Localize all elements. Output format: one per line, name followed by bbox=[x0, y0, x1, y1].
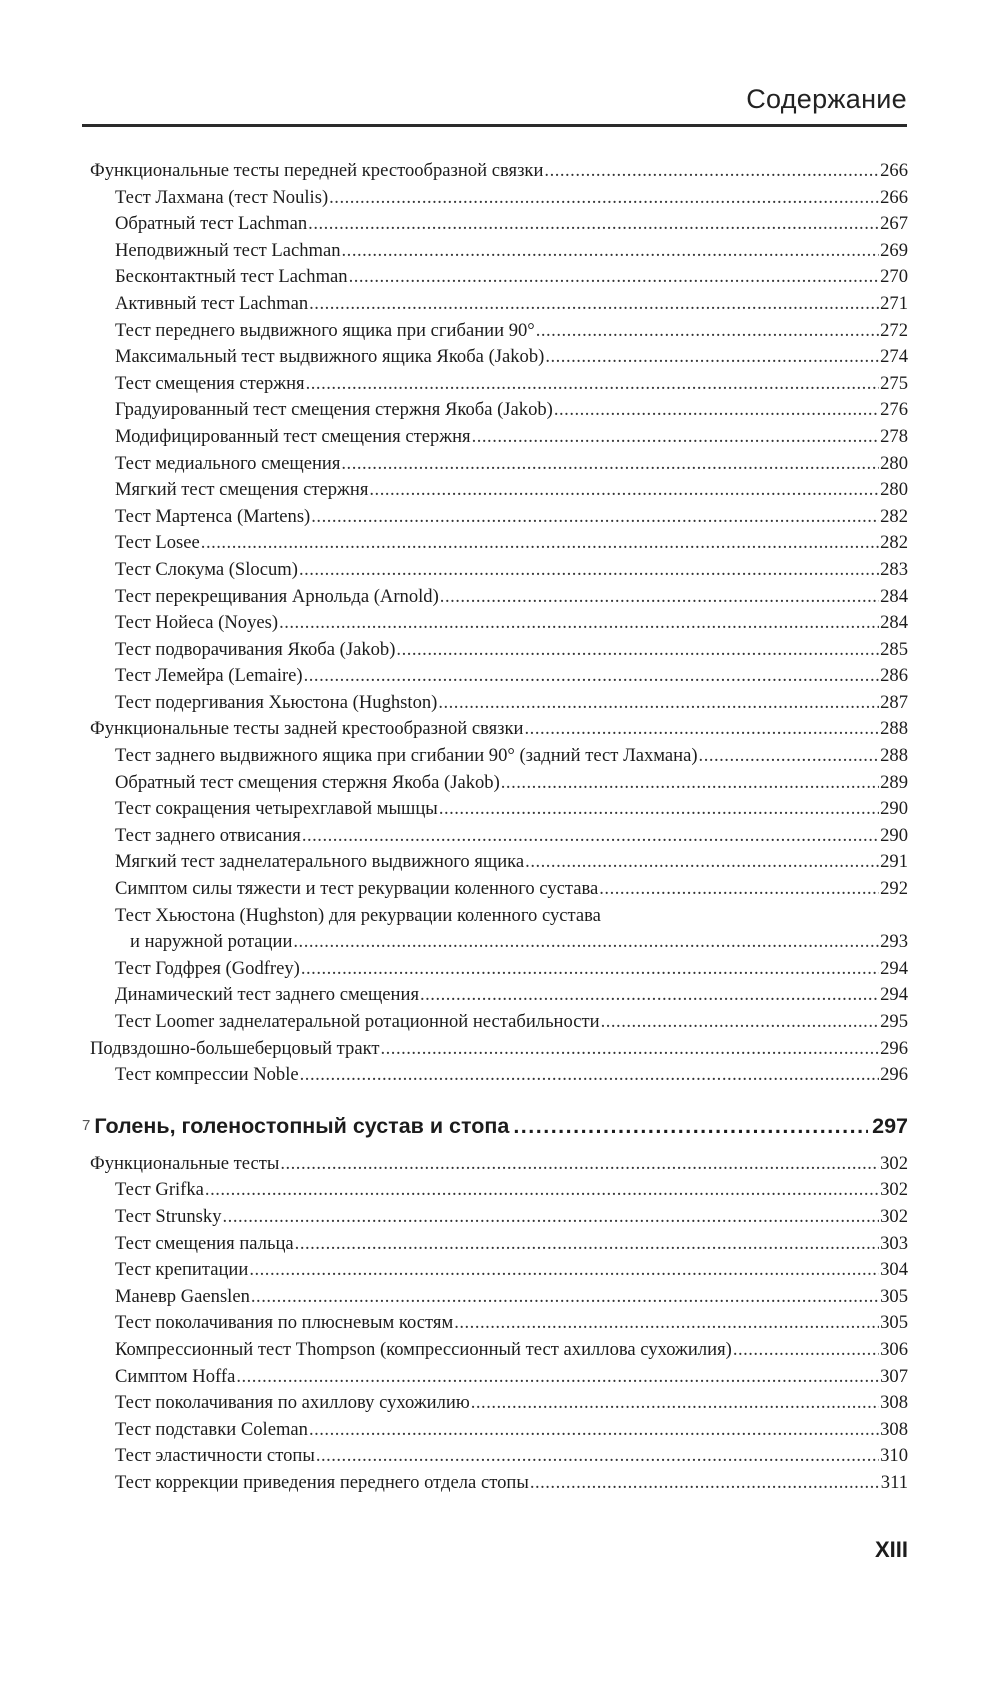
toc-entry[interactable] bbox=[0, 185, 1000, 212]
toc-entry[interactable] bbox=[0, 823, 1000, 850]
toc-entry[interactable] bbox=[0, 1443, 1000, 1470]
toc-entry-title: Тест Loomer заднелатеральной ротационной нестабильности bbox=[115, 1011, 600, 1032]
toc-entry[interactable] bbox=[0, 982, 1000, 1009]
toc-section-heading[interactable] bbox=[0, 1036, 1000, 1063]
dot-leader bbox=[308, 211, 879, 238]
toc-entry-title: Тест Grifka bbox=[115, 1179, 204, 1201]
toc-entry-page: 292 bbox=[880, 878, 908, 900]
toc-entry[interactable] bbox=[0, 1009, 1000, 1036]
toc-entry[interactable] bbox=[0, 610, 1000, 637]
dot-leader bbox=[554, 397, 879, 424]
toc-entry-title: Тест крепитации bbox=[115, 1259, 249, 1281]
dot-leader bbox=[545, 344, 879, 371]
toc-entry-title: Тест медиального смещения bbox=[115, 452, 341, 474]
toc-entry-title: Тест подставки Coleman bbox=[115, 1418, 308, 1440]
toc-entry[interactable] bbox=[0, 1204, 1000, 1231]
dot-leader bbox=[369, 477, 879, 504]
dot-leader bbox=[302, 823, 879, 850]
toc-entry-title: Обратный тест Lachman bbox=[115, 213, 308, 235]
toc-entry-title: Градуированный тест смещения стержня Якоба (Jakob) bbox=[115, 399, 553, 421]
toc-section-heading[interactable] bbox=[0, 158, 1000, 185]
toc-entry-page: 275 bbox=[880, 372, 908, 394]
dot-leader bbox=[329, 185, 879, 212]
toc-entry-title: Тест сокращения четырехглавой мышцы bbox=[115, 798, 438, 820]
toc-entry[interactable] bbox=[0, 1310, 1000, 1337]
dot-leader bbox=[309, 291, 879, 318]
toc-entry-page: 302 bbox=[880, 1205, 908, 1227]
dot-leader bbox=[249, 1257, 879, 1284]
page-header-title: Содержание bbox=[746, 84, 907, 114]
toc-entry-title: Маневр Gaenslen bbox=[115, 1285, 250, 1307]
dot-leader bbox=[439, 796, 879, 823]
chapter-page: 297 bbox=[872, 1113, 908, 1138]
dot-leader bbox=[236, 1364, 879, 1391]
toc-entry[interactable] bbox=[0, 743, 1000, 770]
toc-entry-title: Тест Лемейра (Lemaire) bbox=[115, 665, 303, 687]
dot-leader bbox=[349, 264, 880, 291]
toc-entry-title: Модифицированный тест смещения стержня bbox=[115, 425, 471, 447]
table-of-contents bbox=[0, 158, 1000, 1497]
toc-entry-page: 294 bbox=[880, 984, 908, 1006]
toc-entry-page: 289 bbox=[880, 771, 908, 793]
toc-entry-title: Мягкий тест смещения стержня bbox=[115, 479, 369, 501]
toc-entry-page: 266 bbox=[880, 160, 908, 181]
dot-leader bbox=[316, 1443, 879, 1470]
toc-entry[interactable] bbox=[0, 291, 1000, 318]
toc-entry-page: 269 bbox=[880, 239, 908, 261]
toc-entry-title: Бесконтактный тест Lachman bbox=[115, 266, 348, 288]
page-number-folio: XIII bbox=[874, 1537, 908, 1562]
toc-entry-title: Тест перекрещивания Арнольда (Arnold) bbox=[115, 585, 439, 607]
toc-entry-page: 305 bbox=[880, 1312, 908, 1334]
toc-entry[interactable] bbox=[0, 344, 1000, 371]
toc-entry-title: Тест Losee bbox=[115, 532, 200, 554]
dot-leader bbox=[699, 743, 880, 770]
toc-entry-title-line1: Тест Хьюстона (Hughston) для рекурвации коленного сустава bbox=[115, 904, 601, 926]
dot-leader bbox=[300, 1062, 879, 1089]
toc-entry-page: 308 bbox=[880, 1392, 908, 1414]
dot-leader bbox=[251, 1284, 879, 1311]
toc-entry-page: 283 bbox=[880, 558, 908, 580]
toc-entry-page: 291 bbox=[880, 851, 908, 873]
toc-entry[interactable] bbox=[0, 637, 1000, 664]
dot-leader bbox=[304, 663, 879, 690]
toc-entry[interactable] bbox=[0, 770, 1000, 797]
toc-section-heading[interactable] bbox=[0, 1151, 1000, 1178]
toc-entry[interactable] bbox=[0, 557, 1000, 584]
toc-entry-page: 303 bbox=[880, 1232, 908, 1254]
toc-entry-page: 296 bbox=[880, 1037, 908, 1059]
toc-entry-title: Тест Годфрея (Godfrey) bbox=[115, 957, 300, 979]
toc-entry-title: Тест эластичности стопы bbox=[115, 1445, 315, 1467]
toc-entry[interactable] bbox=[0, 530, 1000, 557]
toc-entry-page: 266 bbox=[880, 186, 908, 208]
toc-entry[interactable] bbox=[0, 211, 1000, 238]
toc-entry-page: 295 bbox=[880, 1011, 908, 1032]
toc-entry-page: 310 bbox=[880, 1445, 908, 1467]
toc-entry[interactable] bbox=[0, 584, 1000, 611]
dot-leader bbox=[381, 1036, 880, 1063]
toc-entry[interactable] bbox=[0, 504, 1000, 531]
toc-entry-page: 287 bbox=[880, 691, 908, 713]
toc-entry-page: 282 bbox=[880, 532, 908, 554]
dot-leader bbox=[513, 1109, 868, 1143]
toc-section-c bbox=[0, 1151, 1000, 1497]
dot-leader bbox=[299, 557, 879, 584]
toc-entry-title: Тест заднего отвисания bbox=[115, 824, 301, 846]
toc-entry-page: 290 bbox=[880, 798, 908, 820]
toc-entry-page: 288 bbox=[880, 718, 908, 740]
toc-entry-title: Активный тест Lachman bbox=[115, 292, 309, 314]
toc-entry-multiline[interactable] bbox=[0, 903, 1000, 930]
dot-leader bbox=[530, 1470, 880, 1497]
dot-leader bbox=[420, 982, 879, 1009]
dot-leader bbox=[306, 371, 879, 398]
toc-entry-title: Тест заднего выдвижного ящика при сгибании 90° (задний тест Лахмана) bbox=[115, 745, 698, 767]
toc-entry-title: Тест Мартенса (Martens) bbox=[115, 505, 311, 527]
toc-entry-title: Максимальный тест выдвижного ящика Якоба (Jakob) bbox=[115, 346, 545, 368]
toc-entry-page: 267 bbox=[880, 213, 908, 235]
toc-entry[interactable] bbox=[0, 1390, 1000, 1417]
toc-entry-page: 284 bbox=[880, 612, 908, 634]
dot-leader bbox=[601, 1009, 880, 1036]
toc-entry-title: Тест коррекции приведения переднего отдела стопы bbox=[115, 1471, 529, 1493]
toc-section-heading[interactable] bbox=[0, 716, 1000, 743]
toc-entry-title: Неподвижный тест Lachman bbox=[115, 239, 341, 261]
toc-entry-page: 278 bbox=[880, 425, 908, 447]
toc-entry-title: Мягкий тест заднелатерального выдвижного ящика bbox=[115, 851, 525, 873]
toc-entry-title: Симптом Hoffa bbox=[115, 1365, 236, 1387]
toc-entry-page: 294 bbox=[880, 957, 908, 979]
header-rule bbox=[82, 124, 907, 127]
chapter-heading[interactable] bbox=[0, 1109, 1000, 1143]
dot-leader bbox=[341, 451, 879, 478]
dot-leader bbox=[396, 637, 879, 664]
toc-entry-title: Тест Нойеса (Noyes) bbox=[115, 612, 279, 634]
toc-entry-page: 290 bbox=[880, 824, 908, 846]
toc-entry[interactable] bbox=[0, 1231, 1000, 1258]
dot-leader bbox=[454, 1310, 879, 1337]
toc-entry-multiline-cont[interactable] bbox=[0, 929, 1000, 956]
dot-leader bbox=[438, 690, 879, 717]
toc-entry-title-line2: и наружной ротации bbox=[130, 931, 293, 953]
toc-section-b bbox=[0, 956, 1000, 1089]
chapter-title: Голень, голеностопный сустав и стопа bbox=[94, 1113, 510, 1138]
dot-leader bbox=[733, 1337, 879, 1364]
toc-entry-title: Тест компрессии Noble bbox=[115, 1064, 299, 1086]
dot-leader bbox=[295, 1231, 879, 1258]
toc-entry[interactable] bbox=[0, 1257, 1000, 1284]
toc-entry-page: 274 bbox=[880, 346, 908, 368]
dot-leader bbox=[223, 1204, 880, 1231]
toc-entry[interactable] bbox=[0, 451, 1000, 478]
toc-entry[interactable] bbox=[0, 849, 1000, 876]
toc-entry[interactable] bbox=[0, 1364, 1000, 1391]
toc-entry-title: Функциональные тесты bbox=[90, 1152, 280, 1174]
toc-entry-title: Тест смещения пальца bbox=[115, 1232, 294, 1254]
toc-entry-title: Тест подворачивания Якоба (Jakob) bbox=[115, 638, 396, 660]
toc-entry-page: 306 bbox=[880, 1338, 908, 1360]
toc-entry[interactable] bbox=[0, 690, 1000, 717]
toc-entry-title: Тест поколачивания по плюсневым костям bbox=[115, 1312, 454, 1334]
toc-entry-title: Компрессионный тест Thompson (компрессионный тест ахиллова сухожилия) bbox=[115, 1338, 732, 1360]
toc-entry-title: Тест смещения стержня bbox=[115, 372, 305, 394]
toc-entry[interactable] bbox=[0, 477, 1000, 504]
toc-entry-page: 302 bbox=[880, 1179, 908, 1201]
toc-entry[interactable] bbox=[0, 956, 1000, 983]
toc-entry-title: Динамический тест заднего смещения bbox=[115, 984, 419, 1006]
toc-entry[interactable] bbox=[0, 1062, 1000, 1089]
toc-entry-page: 305 bbox=[880, 1285, 908, 1307]
toc-entry[interactable] bbox=[0, 1177, 1000, 1204]
toc-entry[interactable] bbox=[0, 1470, 1000, 1497]
dot-leader bbox=[280, 1151, 879, 1178]
toc-entry-title: Симптом силы тяжести и тест рекурвации коленного сустава bbox=[115, 878, 599, 900]
toc-entry[interactable] bbox=[0, 1337, 1000, 1364]
toc-entry[interactable] bbox=[0, 1417, 1000, 1444]
dot-leader bbox=[525, 716, 880, 743]
dot-leader bbox=[309, 1417, 879, 1444]
toc-entry-page: 280 bbox=[880, 452, 908, 474]
toc-entry[interactable] bbox=[0, 663, 1000, 690]
dot-leader bbox=[279, 610, 879, 637]
dot-leader bbox=[471, 1390, 879, 1417]
toc-entry-title: Тест Strunsky bbox=[115, 1205, 222, 1227]
toc-entry-title: Тест Лахмана (тест Noulis) bbox=[115, 186, 329, 208]
toc-entry-title: Обратный тест смещения стержня Якоба (Jakob) bbox=[115, 771, 500, 793]
toc-entry[interactable] bbox=[0, 264, 1000, 291]
toc-entry[interactable] bbox=[0, 876, 1000, 903]
dot-leader bbox=[501, 770, 879, 797]
toc-entry[interactable] bbox=[0, 424, 1000, 451]
toc-entry-page: 304 bbox=[880, 1259, 908, 1281]
toc-entry-title: Тест поколачивания по ахиллову сухожилию bbox=[115, 1392, 470, 1414]
toc-entry[interactable] bbox=[0, 1284, 1000, 1311]
toc-entry-title: Подвздошно-большеберцовый тракт bbox=[90, 1037, 380, 1059]
dot-leader bbox=[301, 956, 879, 983]
dot-leader bbox=[201, 530, 879, 557]
toc-entry-page: 270 bbox=[880, 266, 908, 288]
toc-entry-page: 282 bbox=[880, 505, 908, 527]
toc-entry-page: 288 bbox=[880, 745, 908, 767]
dot-leader bbox=[472, 424, 880, 451]
toc-entry-page: 276 bbox=[880, 399, 908, 421]
dot-leader bbox=[205, 1177, 879, 1204]
toc-entry-page: 308 bbox=[880, 1418, 908, 1440]
dot-leader bbox=[293, 929, 879, 956]
toc-entry-page: 272 bbox=[880, 319, 908, 341]
toc-entry-title: Функциональные тесты передней крестообразной связки bbox=[90, 160, 544, 181]
toc-entry-page: 285 bbox=[880, 638, 908, 660]
toc-entry-page: 296 bbox=[880, 1064, 908, 1086]
toc-entry[interactable] bbox=[0, 397, 1000, 424]
dot-leader bbox=[440, 584, 879, 611]
toc-entry[interactable] bbox=[0, 371, 1000, 398]
toc-entry-page: 311 bbox=[880, 1471, 908, 1493]
toc-entry-page: 280 bbox=[880, 479, 908, 501]
toc-entry-page: 302 bbox=[880, 1152, 908, 1174]
dot-leader bbox=[599, 876, 879, 903]
dot-leader bbox=[311, 504, 879, 531]
dot-leader bbox=[536, 318, 879, 345]
dot-leader bbox=[342, 238, 880, 265]
toc-entry[interactable] bbox=[0, 238, 1000, 265]
chapter-number: 7 bbox=[82, 1116, 91, 1134]
toc-section-a bbox=[0, 158, 1000, 903]
toc-entry[interactable] bbox=[0, 318, 1000, 345]
toc-entry-page: 284 bbox=[880, 585, 908, 607]
toc-entry-title: Тест подергивания Хьюстона (Hughston) bbox=[115, 691, 438, 713]
dot-leader bbox=[525, 849, 879, 876]
toc-entry-title: Функциональные тесты задней крестообразной связки bbox=[90, 718, 524, 740]
toc-entry-page: 271 bbox=[880, 292, 908, 314]
toc-entry[interactable] bbox=[0, 796, 1000, 823]
toc-entry-title: Тест переднего выдвижного ящика при сгибании 90° bbox=[115, 319, 535, 341]
toc-entry-page: 307 bbox=[880, 1365, 908, 1387]
toc-entry-title: Тест Слокума (Slocum) bbox=[115, 558, 298, 580]
toc-entry-page: 293 bbox=[880, 931, 908, 953]
dot-leader bbox=[544, 158, 879, 185]
toc-entry-page: 286 bbox=[880, 665, 908, 687]
